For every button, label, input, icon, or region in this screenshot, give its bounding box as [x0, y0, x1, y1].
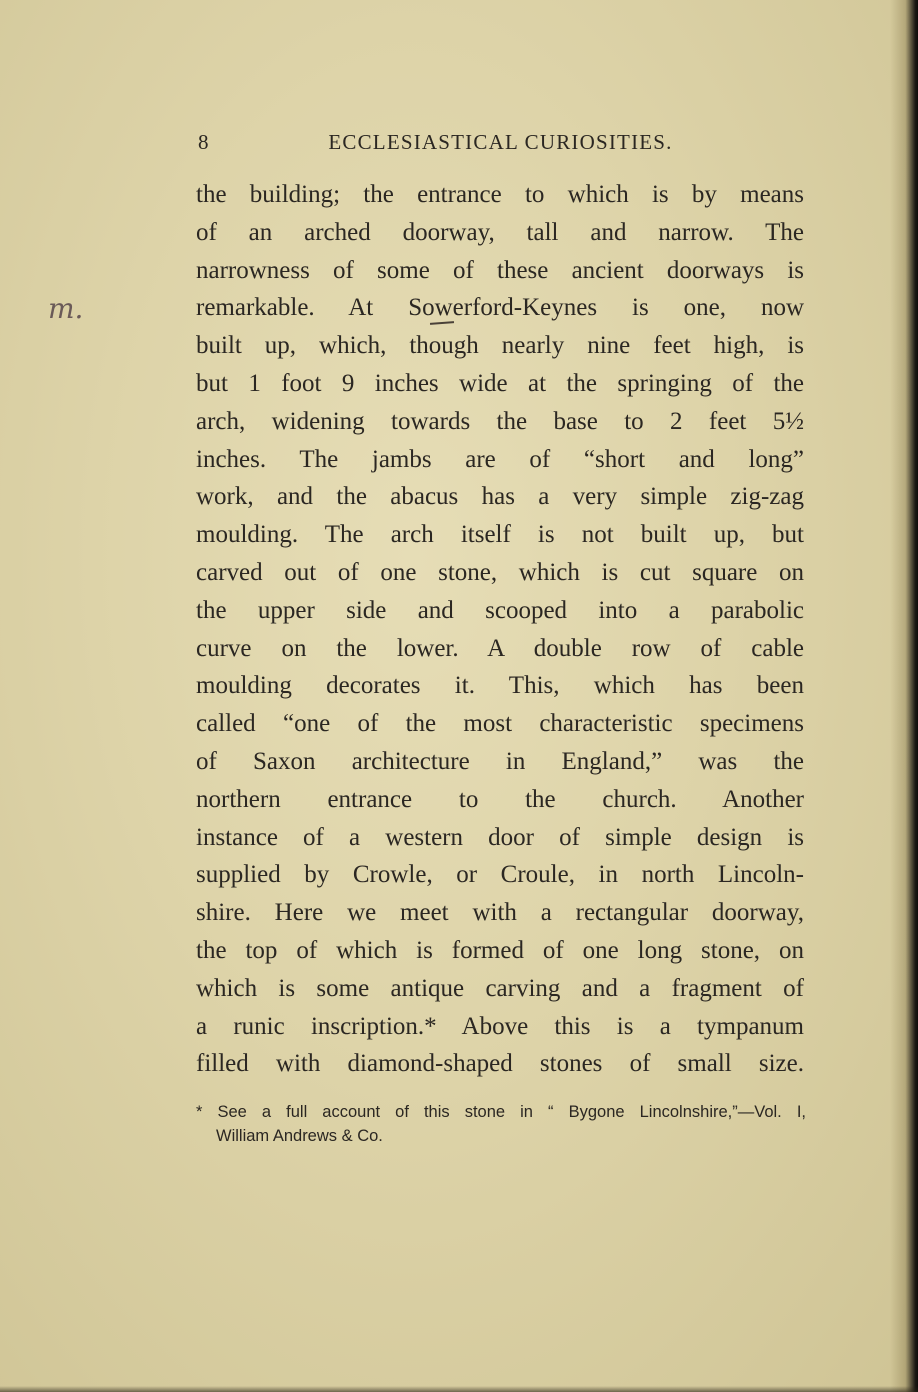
text-line: moulding decorates it. This, which has been [196, 672, 804, 700]
text-line: built up, which, though nearly nine feet high, is [196, 332, 804, 360]
footnote [196, 1100, 806, 1148]
text-line: of Saxon architecture in England,” was the [196, 747, 804, 775]
text-line: filled with diamond-shaped stones of small size. [196, 1050, 804, 1078]
text-line: but 1 foot 9 inches wide at the springing of the [196, 369, 804, 397]
text-line: supplied by Crowle, or Croule, in north Lincoln- [196, 861, 804, 889]
text-line: the top of which is formed of one long stone, on [196, 936, 804, 964]
text-line: work, and the abacus has a very simple zig-zag [196, 483, 804, 511]
text-line: curve on the lower. A double row of cable [196, 634, 804, 662]
handwritten-margin-note: m. [48, 292, 84, 325]
text-line: the upper side and scooped into a parabolic [196, 596, 804, 624]
text-line: moulding. The arch itself is not built up, but [196, 521, 804, 549]
text-line: remarkable. At Sowerford-Keynes is one, now [196, 294, 804, 322]
page-bottom-edge [0, 1386, 918, 1392]
body-text [196, 176, 804, 1083]
text-line: the building; the entrance to which is by means [196, 181, 804, 208]
text-line: of an arched doorway, tall and narrow. The [196, 218, 804, 246]
text-line: inches. The jambs are of “short and long” [196, 445, 804, 473]
page-number: 8 [198, 130, 210, 154]
text-line: shire. Here we meet with a rectangular doorway, [196, 899, 804, 927]
text-line: northern entrance to the church. Another [196, 785, 804, 813]
text-line: instance of a western door of simple design is [196, 823, 804, 851]
text-line: carved out of one stone, which is cut square on [196, 558, 804, 586]
text-line: arch, widening towards the base to 2 feet 5½ [196, 407, 804, 435]
footnote-line: William Andrews & Co. [216, 1127, 383, 1145]
footnote-line: * See a full account of this stone in “ Bygone Lincolnshire,”—Vol. I, [196, 1103, 806, 1121]
text-line: which is some antique carving and a fragment of [196, 974, 804, 1002]
text-line: a runic inscription.* Above this is a tympanum [196, 1012, 804, 1040]
text-line: called “one of the most characteristic specimens [196, 710, 804, 738]
text-line: narrowness of some of these ancient doorways is [196, 256, 804, 284]
page-header [198, 130, 803, 164]
running-head: ECCLESIASTICAL CURIOSITIES. [328, 130, 673, 154]
page-edge-shadow [890, 0, 918, 1392]
